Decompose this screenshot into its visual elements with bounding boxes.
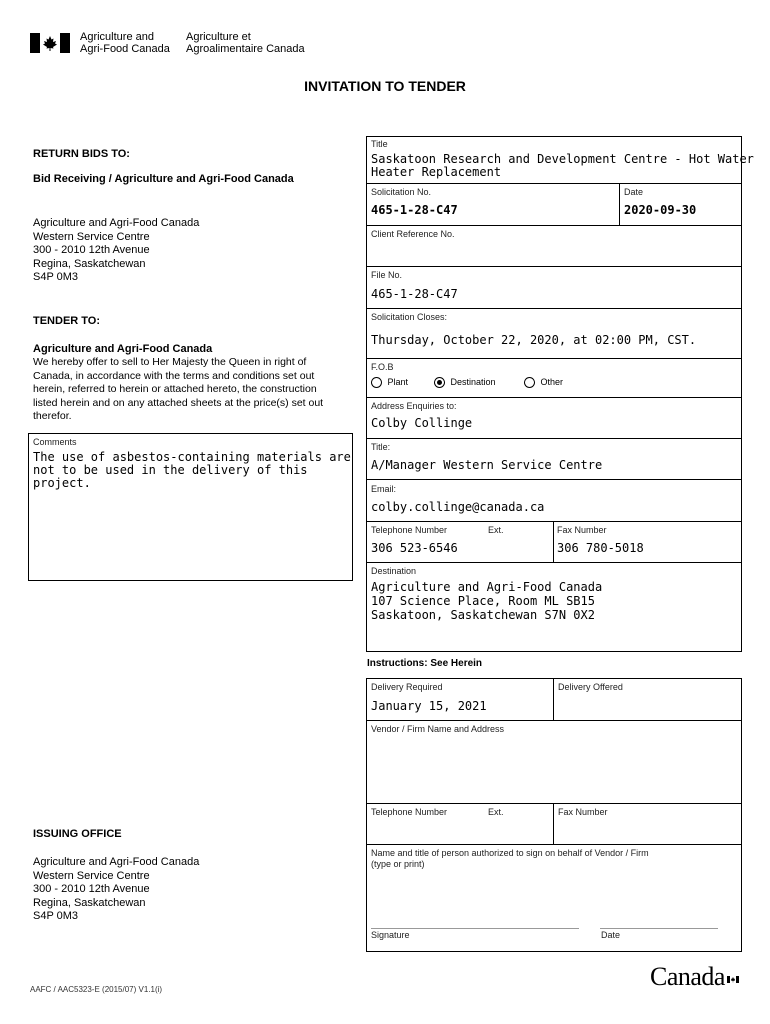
date-value: 2020-09-30 (624, 203, 697, 217)
return-bids-heading: RETURN BIDS TO: (33, 148, 130, 160)
instructions: Instructions: See Herein (367, 658, 483, 669)
file-no-value: 465-1-28-C47 (371, 287, 458, 301)
vendor-ext-label: Ext. (488, 807, 504, 817)
dept-en-line2: Agri-Food Canada (80, 43, 170, 55)
fob-label: F.O.B (371, 362, 394, 372)
fob-option-plant[interactable] (371, 377, 408, 388)
dept-fr-line1: Agriculture et (186, 31, 251, 43)
enquiries-value: Colby Collinge (371, 416, 473, 430)
contact-title-label: Title: (371, 442, 391, 452)
delivery-required-value: January 15, 2021 (371, 699, 487, 713)
title-value: Saskatoon Research and Development Centre - Hot Water Heater Replacement (371, 152, 754, 179)
comments-label: Comments (33, 437, 77, 447)
issuing-office-heading: ISSUING OFFICE (33, 828, 122, 840)
dept-en-line1: Agriculture and (80, 31, 154, 43)
tender-to-heading: TENDER TO: (33, 315, 101, 327)
vendor-fax-label: Fax Number (558, 807, 608, 817)
signature-date-label: Date (601, 930, 621, 940)
phone-label: Telephone Number (371, 525, 448, 535)
fob-plant-label: Plant (387, 377, 409, 387)
dept-fr-line2: Agroalimentaire Canada (186, 43, 305, 55)
wordmark-flag-icon (727, 970, 739, 988)
fob-option-destination[interactable] (434, 377, 496, 388)
enquiries-label: Address Enquiries to: (371, 401, 457, 411)
signature-label: Signature (371, 930, 410, 940)
bid-receiving: Bid Receiving / Agriculture and Agri-Food Canada (33, 173, 294, 185)
department-name-en (80, 31, 170, 55)
destination-value: Agriculture and Agri-Food Canada 107 Science Place, Room ML SB15 Saskatoon, Saskatchewan S7N 0X2 (371, 580, 603, 622)
file-no-label: File No. (371, 270, 403, 280)
email-value: colby.collinge@canada.ca (371, 500, 545, 514)
solicitation-value: 465-1-28-C47 (371, 203, 458, 217)
fob-other-label: Other (540, 377, 564, 387)
fax-label: Fax Number (557, 525, 607, 535)
canada-flag-icon (30, 33, 70, 53)
radio-destination-icon[interactable] (434, 377, 445, 388)
date-label: Date (624, 187, 644, 197)
delivery-offered-label: Delivery Offered (558, 682, 623, 692)
radio-other-icon[interactable] (524, 377, 535, 388)
client-ref-label: Client Reference No. (371, 229, 455, 239)
delivery-required-label: Delivery Required (371, 682, 443, 692)
closes-value: Thursday, October 22, 2020, at 02:00 PM, CST. (371, 333, 697, 347)
closes-label: Solicitation Closes: (371, 312, 448, 322)
wordmark-text: Canada (650, 962, 725, 991)
page-title: INVITATION TO TENDER (304, 78, 466, 94)
contact-title-value: A/Manager Western Service Centre (371, 458, 603, 472)
fax-value: 306 780-5018 (557, 541, 644, 555)
form-code: AAFC / AAC5323-E (2015/07) V1.1(i) (30, 985, 163, 994)
title-label: Title (371, 139, 388, 149)
comments-box (28, 433, 353, 581)
canada-wordmark (650, 962, 725, 992)
radio-plant-icon[interactable] (371, 377, 382, 388)
ext-label: Ext. (488, 525, 504, 535)
tender-to-org: Agriculture and Agri-Food Canada (33, 343, 213, 355)
fob-destination-label: Destination (450, 377, 496, 387)
comments-text: The use of asbestos-containing materials are not to be used in the delivery of this project. (33, 450, 351, 490)
vendor-label: Vendor / Firm Name and Address (371, 724, 505, 734)
destination-label: Destination (371, 566, 417, 576)
issuing-address: Agriculture and Agri-Food Canada Western Service Centre 300 - 2010 12th Avenue Regina, Saskatchewan S4P 0M3 (33, 856, 200, 922)
return-address: Agriculture and Agri-Food Canada Western Service Centre 300 - 2010 12th Avenue Regina, Saskatchewan S4P 0M3 (33, 217, 200, 283)
fob-option-other[interactable] (524, 377, 563, 388)
email-label: Email: (371, 484, 397, 494)
department-name-fr (186, 31, 305, 55)
solicitation-label: Solicitation No. (371, 187, 432, 197)
tender-text: We hereby offer to sell to Her Majesty the Queen in right of Canada, in accordance with the terms and conditions set out herein, referred to herein or attached hereto, the construction listed herein and on any attached sheets at the price(s) set out therefor. (33, 356, 324, 422)
vendor-phone-label: Telephone Number (371, 807, 448, 817)
phone-value: 306 523-6546 (371, 541, 458, 555)
authorized-label: Name and title of person authorized to sign on behalf of Vendor / Firm (type or print) (371, 848, 649, 869)
